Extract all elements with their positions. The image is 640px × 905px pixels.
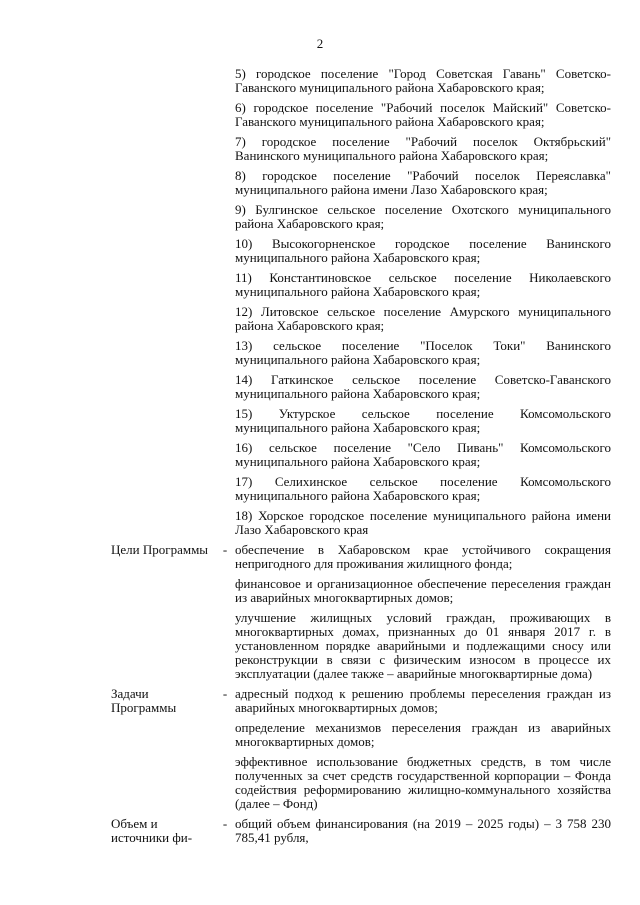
list-item: 16) сельское поселение "Село Пивань" Комсомольского муниципального района Хабаровского края; xyxy=(235,440,611,469)
list-item: 15) Уктурское сельское поселение Комсомольского муниципального района Хабаровского края; xyxy=(235,406,611,435)
section-paragraph: обеспечение в Хабаровском крае устойчивого сокращения непригодного для проживания жилищного фонда; xyxy=(235,542,611,571)
section-body xyxy=(235,817,611,851)
section-dash: - xyxy=(222,816,228,831)
section-paragraph: улучшение жилищных условий граждан, проживающих в многоквартирных домах, признанных до 01 января 2017 г. в установленном порядке аварийными и подлежащими сносу или реконструкции в связи с физическим износом в процессе их эксплуатации (далее также – аварийные многоквартирные дома) xyxy=(235,610,611,681)
list-item: 5) городское поселение "Город Советская Гавань" Советско-Гаванского муниципального района Хабаровского края; xyxy=(235,66,611,95)
list-item: 10) Высокогорненское городское поселение Ванинского муниципального района Хабаровского края; xyxy=(235,236,611,265)
section-label: Объем и источники фи- xyxy=(111,816,193,845)
list-item: 18) Хорское городское поселение муниципального района имени Лазо Хабаровского края xyxy=(235,508,611,537)
list-item: 13) сельское поселение "Поселок Токи" Ванинского муниципального района Хабаровского края; xyxy=(235,338,611,367)
section-paragraph: эффективное использование бюджетных средств, в том числе полученных за счет средств государственной корпорации – Фонда содействия реформированию жилищно-коммунального хозяйства (далее – Фонд) xyxy=(235,754,611,811)
document-body xyxy=(0,67,640,851)
list-item: 6) городское поселение "Рабочий поселок Майский" Советско-Гаванского муниципального района Хабаровского края; xyxy=(235,100,611,129)
section-paragraph: общий объем финансирования (на 2019 – 2025 годы) – 3 758 230 785,41 рубля, xyxy=(235,816,611,845)
list-item: 9) Булгинское сельское поселение Охотского муниципального района Хабаровского края; xyxy=(235,202,611,231)
list-item: 7) городское поселение "Рабочий поселок Октябрьский" Ванинского муниципального района Хабаровского края; xyxy=(235,134,611,163)
section-goals xyxy=(0,543,640,687)
list-item: 14) Гаткинское сельское поселение Советско-Гаванского муниципального района Хабаровского края; xyxy=(235,372,611,401)
section-paragraph: финансовое и организационное обеспечение переселения граждан из аварийных многоквартирных домов; xyxy=(235,576,611,605)
municipality-list-row xyxy=(0,67,640,543)
page-number: 2 xyxy=(316,36,324,51)
section-body xyxy=(235,543,611,687)
list-item: 8) городское поселение "Рабочий поселок Переяславка" муниципального района имени Лазо Хабаровского края; xyxy=(235,168,611,197)
section-funding xyxy=(0,817,640,851)
section-dash: - xyxy=(222,686,228,701)
section-tasks xyxy=(0,687,640,817)
section-label: Задачи Программы xyxy=(111,686,177,715)
section-label: Цели Программы xyxy=(111,542,209,557)
municipality-list xyxy=(235,67,611,543)
section-paragraph: адресный подход к решению проблемы переселения граждан из аварийных многоквартирных домов; xyxy=(235,686,611,715)
list-item: 11) Константиновское сельское поселение Николаевского муниципального района Хабаровского края; xyxy=(235,270,611,299)
section-paragraph: определение механизмов переселения граждан из аварийных многоквартирных домов; xyxy=(235,720,611,749)
list-item: 17) Селихинское сельское поселение Комсомольского муниципального района Хабаровского края; xyxy=(235,474,611,503)
section-body xyxy=(235,687,611,817)
list-item: 12) Литовское сельское поселение Амурского муниципального района Хабаровского края; xyxy=(235,304,611,333)
section-dash: - xyxy=(222,542,228,557)
